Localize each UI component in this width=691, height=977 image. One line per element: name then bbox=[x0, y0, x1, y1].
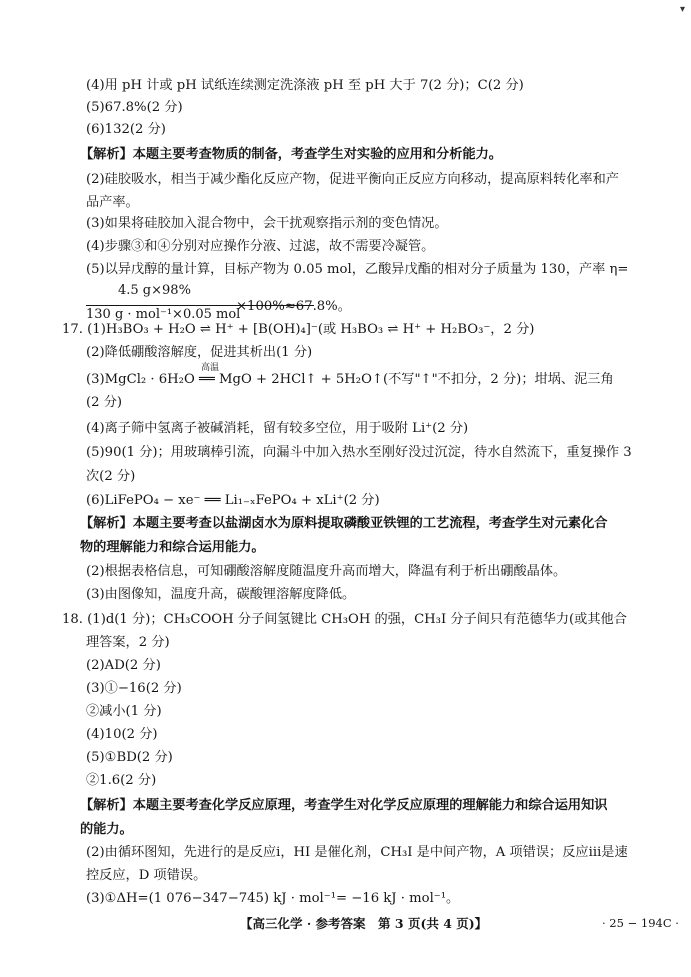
answer-line: (3)①−16(2 分) bbox=[86, 681, 182, 696]
answer-line: ②减小(1 分) bbox=[86, 704, 162, 719]
analysis-heading: 【解析】本题主要考查物质的制备，考查学生对实验的应用和分析能力。 bbox=[80, 147, 502, 162]
analysis-heading: 【解析】本题主要考查以盐湖卤水为原料提取磷酸亚铁锂的工艺流程，考查学生对元素化合 bbox=[80, 516, 608, 531]
answer-line: (6)132(2 分) bbox=[86, 122, 166, 137]
analysis-line: (3)①ΔH=(1 076−347−745) kJ · mol⁻¹= −16 kJ · mol⁻¹。 bbox=[86, 891, 460, 906]
analysis-line: (2)根据表格信息，可知硼酸溶解度随温度升高而增大，降温有利于析出硼酸晶体。 bbox=[86, 564, 567, 579]
analysis-line: (2)由循环图知，先进行的是反应ⅰ，HI 是催化剂，CH₃I 是中间产物，A 项错误；反应ⅲ是速 bbox=[86, 845, 628, 860]
analysis-heading-cont: 的能力。 bbox=[80, 822, 133, 837]
corner-mark: ▾ bbox=[680, 4, 686, 15]
answer-line: 理答案，2 分) bbox=[86, 635, 170, 650]
answer-line: (4)10(2 分) bbox=[86, 727, 158, 742]
answer-line: (5)①BD(2 分) bbox=[86, 750, 173, 765]
analysis-line: (3)由图像知，温度升高，碳酸锂溶解度降低。 bbox=[86, 587, 356, 602]
answer-line: (2 分) bbox=[86, 395, 123, 410]
analysis-heading: 【解析】本题主要考查化学反应原理，考查学生对化学反应原理的理解能力和综合运用知识 bbox=[80, 798, 608, 813]
answer-line: (3)MgCl₂ · 6H₂O ══ MgO + 2HCl↑ + 5H₂O↑(不写"↑"不扣分，2 分)；坩埚、泥三角 bbox=[86, 372, 614, 387]
answer-line: (4)用 pH 计或 pH 试纸连续测定洗涤液 pH 至 pH 大于 7(2 分)；C(2 分) bbox=[86, 78, 524, 93]
answer-line: (2)降低硼酸溶解度，促进其析出(1 分) bbox=[86, 345, 313, 360]
fraction-denominator: 130 g · mol⁻¹×0.05 mol bbox=[86, 307, 241, 322]
analysis-line: (4)步骤③和④分别对应操作分液、过滤，故不需要冷凝管。 bbox=[86, 239, 435, 254]
analysis-heading-cont: 物的理解能力和综合运用能力。 bbox=[80, 540, 265, 555]
answer-line: (5)90(1 分)；用玻璃棒引流，向漏斗中加入热水至刚好没过沉淀，待水自然流下，重复操作 3 bbox=[86, 445, 632, 460]
answer-line: (4)离子筛中氢离子被碱消耗，留有较多空位，用于吸附 Li⁺(2 分) bbox=[86, 421, 469, 436]
analysis-line: 控反应，D 项错误。 bbox=[86, 868, 207, 883]
analysis-line: (5)以异戊醇的量计算，目标产物为 0.05 mol，乙酸异戊酯的相对分子质量为 130，产率 η= bbox=[86, 262, 629, 277]
answer-line: (6)LiFePO₄ − xe⁻ ══ Li₁₋ₓFePO₄ + xLi⁺(2 分) bbox=[86, 493, 380, 508]
question-17-line: 17. (1)H₃BO₃ + H₂O ⇌ H⁺ + [B(OH)₄]⁻(或 H₃BO₃ ⇌ H⁺ + H₂BO₃⁻，2 分) bbox=[62, 322, 535, 337]
reaction-condition: 高温 bbox=[201, 363, 220, 373]
fraction-numerator: 4.5 g×98% bbox=[118, 283, 191, 298]
answer-line: (2)AD(2 分) bbox=[86, 658, 161, 673]
document-code: · 25 − 194C · bbox=[602, 916, 679, 930]
analysis-line: (3)如果将硅胶加入混合物中，会干扰观察指示剂的变色情况。 bbox=[86, 216, 448, 231]
answer-line: 次(2 分) bbox=[86, 469, 136, 484]
question-18-line: 18. (1)d(1 分)；CH₃COOH 分子间氢键比 CH₃OH 的强，CH₃I 分子间只有范德华力(或其他合 bbox=[62, 612, 627, 627]
page-footer: 【高三化学 · 参考答案 第 3 页(共 4 页)】 bbox=[240, 916, 488, 931]
analysis-line: 品产率。 bbox=[86, 195, 139, 210]
answer-line: (5)67.8%(2 分) bbox=[86, 100, 183, 115]
fraction-tail: ×100%≈67.8%。 bbox=[236, 299, 351, 314]
answer-line: ②1.6(2 分) bbox=[86, 773, 157, 788]
analysis-line: (2)硅胶吸水，相当于减少酯化反应产物，促进平衡向正反应方向移动，提高原料转化率和产 bbox=[86, 172, 619, 187]
